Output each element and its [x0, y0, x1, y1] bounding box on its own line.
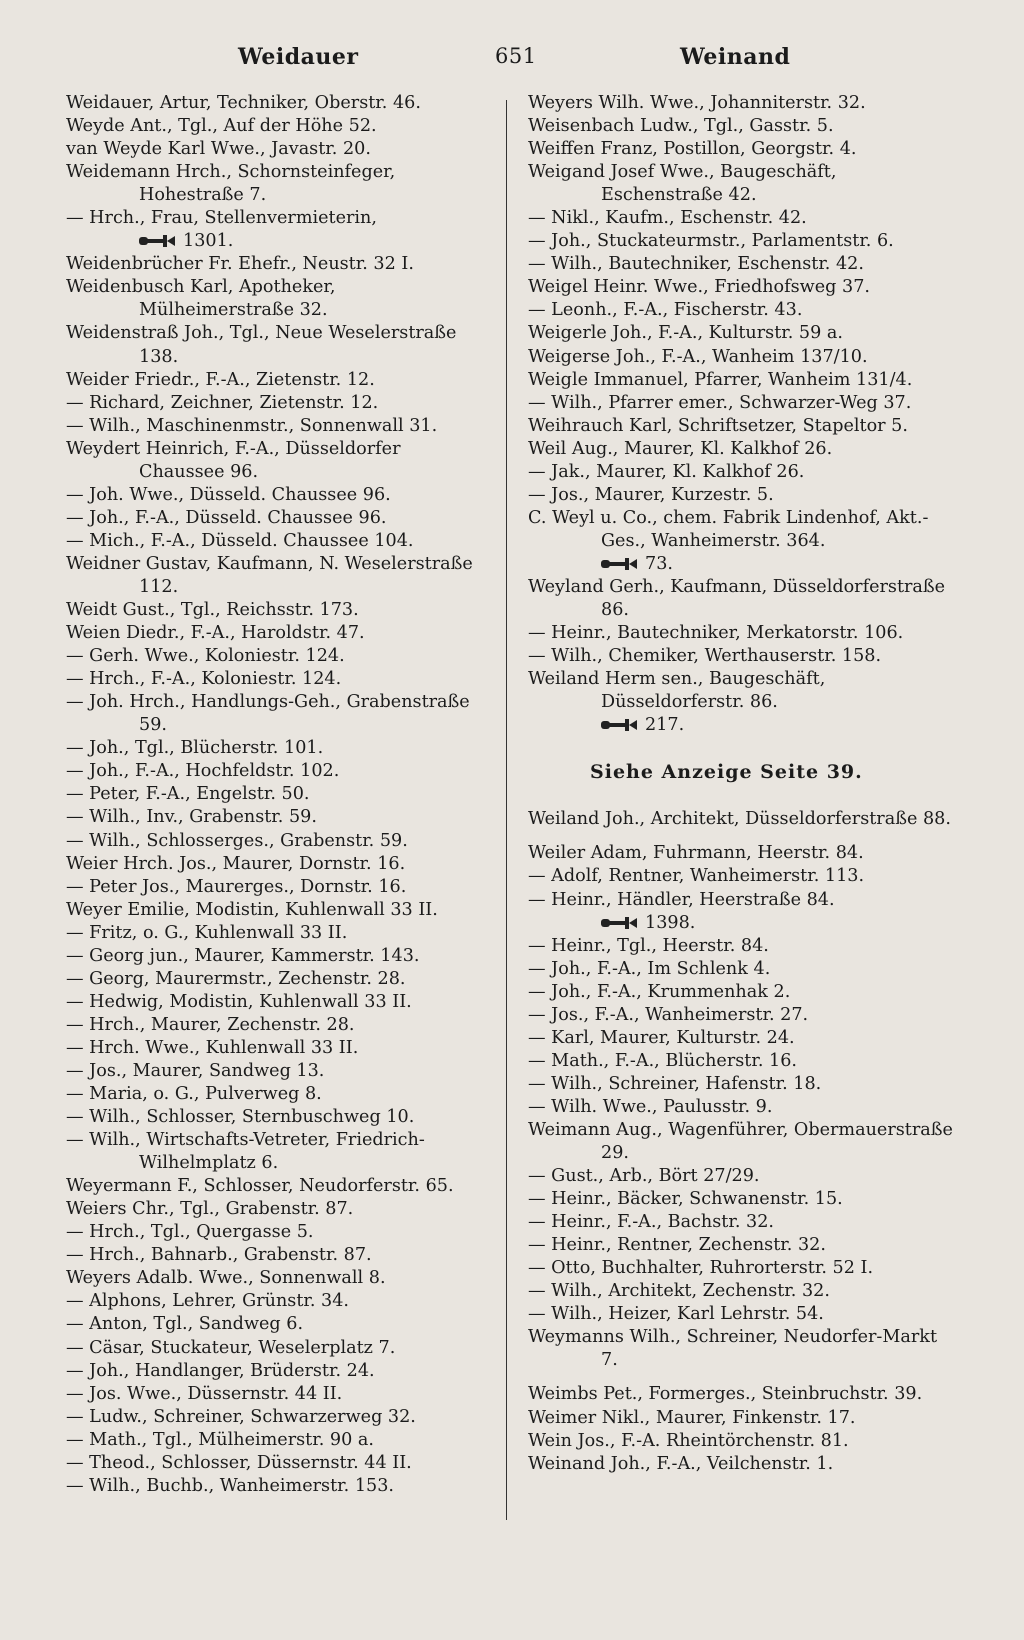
list-item: Weyermann F., Schlosser, Neudorferstr. 65. — [66, 1176, 454, 1197]
list-item: — Heinr., Rentner, Zechenstr. 32. — [528, 1235, 826, 1256]
list-item: Weigerle Joh., F.-A., Kulturstr. 59 a. — [528, 323, 843, 344]
list-item: — Wilh., Bautechniker, Eschenstr. 42. — [528, 254, 864, 275]
spacer — [528, 1372, 958, 1383]
list-item: Weyde Ant., Tgl., Auf der Höhe 52. — [66, 116, 377, 137]
list-item: — Maria, o. G., Pulverweg 8. — [66, 1084, 322, 1105]
list-item: — Wilh., Schreiner, Hafenstr. 18. — [528, 1073, 822, 1094]
list-item: — Heinr., Bäcker, Schwanenstr. 15. — [528, 1189, 843, 1210]
column-divider — [506, 100, 507, 1520]
list-item: — Heinr., F.-A., Bachstr. 32. — [528, 1212, 774, 1233]
list-item: Weihrauch Karl, Schriftsetzer, Stapeltor 5. — [528, 415, 908, 436]
list-item: — Adolf, Rentner, Wanheimerstr. 113. — [528, 866, 865, 887]
page-number: 651 — [495, 44, 537, 68]
telephone-icon — [601, 718, 637, 732]
list-item: — Joh., Handlanger, Brüderstr. 24. — [66, 1360, 375, 1381]
list-item: — Jos., F.-A., Wanheimerstr. 27. — [528, 1004, 809, 1025]
list-item: — Wilh., Inv., Grabenstr. 59. — [66, 807, 317, 828]
list-item: — Hrch., Tgl., Quergasse 5. — [66, 1222, 314, 1243]
list-item: — Jos., Maurer, Sandweg 13. — [66, 1060, 325, 1081]
list-item: — Math., Tgl., Mülheimerstr. 90 a. — [66, 1429, 374, 1450]
list-item: Weymanns Wilh., Schreiner, Neudorfer-Markt 7. — [528, 1327, 938, 1371]
list-item: — Wilh., Maschinenmstr., Sonnenwall 31. — [66, 415, 438, 436]
list-item: — Wilh. Wwe., Paulusstr. 9. — [528, 1096, 773, 1117]
list-item: — Mich., F.-A., Düsseld. Chaussee 104. — [66, 530, 414, 551]
list-item: — Peter Jos., Maurerges., Dornstr. 16. — [66, 876, 407, 897]
list-item: Weyer Emilie, Modistin, Kuhlenwall 33 II. — [66, 899, 438, 920]
list-item: Weider Friedr., F.-A., Zietenstr. 12. — [66, 369, 375, 390]
list-item: Weiland Joh., Architekt, Düsseldorferstraße 88. — [528, 809, 951, 830]
list-item: Weyers Adalb. Wwe., Sonnenwall 8. — [66, 1268, 386, 1289]
phone-number: 217. — [645, 715, 685, 736]
list-item: — Gust., Arb., Bört 27/29. — [528, 1166, 760, 1187]
list-item: Weidenstraß Joh., Tgl., Neue Weselerstraße 138. — [66, 323, 457, 367]
list-item: Weigle Immanuel, Pfarrer, Wanheim 131/4. — [528, 369, 913, 390]
list-item: — Joh., F.-A., Im Schlenk 4. — [528, 958, 771, 979]
phone-number: 1398. — [645, 912, 696, 933]
list-item: Weien Diedr., F.-A., Haroldstr. 47. — [66, 623, 365, 644]
list-item: Weiler Adam, Fuhrmann, Heerstr. 84. — [528, 843, 864, 864]
list-item: Weidenbusch Karl, Apotheker, Mülheimerstraße 32. — [66, 277, 336, 321]
list-item: Weinand Joh., F.-A., Veilchenstr. 1. — [528, 1453, 834, 1474]
list-item: — Georg, Maurermstr., Zechenstr. 28. — [66, 968, 406, 989]
list-item: C. Weyl u. Co., chem. Fabrik Lindenhof, Akt.-Ges., Wanheimerstr. 364. — [528, 507, 929, 551]
phone-number: 1301. — [183, 231, 234, 252]
list-item: Weiland Herm sen., Baugeschäft, Düsseldorferstr. 86. — [528, 669, 826, 713]
list-item: — Joh., F.-A., Hochfeldstr. 102. — [66, 761, 340, 782]
list-item: Wein Jos., F.-A. Rheintörchenstr. 81. — [528, 1430, 849, 1451]
list-item: Weydert Heinrich, F.-A., Düsseldorfer Chaussee 96. — [66, 438, 401, 482]
list-item: — Ludw., Schreiner, Schwarzerweg 32. — [66, 1406, 416, 1427]
list-item: — Gerh. Wwe., Koloniestr. 124. — [66, 646, 345, 667]
list-item: Weyers Wilh. Wwe., Johanniterstr. 32. — [528, 93, 866, 113]
list-item: — Wilh., Architekt, Zechenstr. 32. — [528, 1281, 830, 1302]
phone-line — [66, 230, 486, 253]
list-item: — Fritz, o. G., Kuhlenwall 33 II. — [66, 922, 348, 943]
list-item: — Joh., Tgl., Blücherstr. 101. — [66, 738, 324, 759]
list-item: — Jak., Maurer, Kl. Kalkhof 26. — [528, 461, 805, 482]
list-item: Weimer Nikl., Maurer, Finkenstr. 17. — [528, 1407, 856, 1428]
list-item: — Hrch. Wwe., Kuhlenwall 33 II. — [66, 1037, 359, 1058]
list-item: Weidner Gustav, Kaufmann, N. Weselerstraße 112. — [66, 553, 473, 597]
list-item: — Joh. Hrch., Handlungs-Geh., Grabenstraße 59. — [66, 692, 470, 736]
list-item: — Heinr., Tgl., Heerstr. 84. — [528, 935, 769, 956]
list-item: — Theod., Schlosser, Düssernstr. 44 II. — [66, 1452, 412, 1473]
list-item: Weigel Heinr. Wwe., Friedhofsweg 37. — [528, 277, 870, 298]
phone-line — [528, 714, 958, 737]
list-item: Weimbs Pet., Formerges., Steinbruchstr. 39. — [528, 1384, 923, 1405]
list-item: Weiffen Franz, Postillon, Georgstr. 4. — [528, 139, 857, 160]
list-item: — Joh., F.-A., Krummenhak 2. — [528, 981, 791, 1002]
list-item: — Wilh., Schlosser, Sternbuschweg 10. — [66, 1107, 415, 1128]
list-item: Weier Hrch. Jos., Maurer, Dornstr. 16. — [66, 853, 406, 874]
list-item: — Jos., Maurer, Kurzestr. 5. — [528, 484, 774, 505]
phone-line — [528, 912, 958, 935]
list-item: — Wilh., Schlosserges., Grabenstr. 59. — [66, 830, 408, 851]
list-item: — Joh. Wwe., Düsseld. Chaussee 96. — [66, 484, 391, 505]
list-item: Weidemann Hrch., Schornsteinfeger, Hohestraße 7. — [66, 162, 396, 206]
list-item: — Joh., Stuckateurmstr., Parlamentstr. 6. — [528, 231, 894, 252]
list-item: — Wilh., Wirtschafts-Vetreter, Friedrich-Wilhelmplatz 6. — [66, 1130, 425, 1174]
spacer — [528, 737, 958, 761]
list-item: — Hrch., Bahnarb., Grabenstr. 87. — [66, 1245, 372, 1266]
header-left-keyword: Weidauer — [238, 44, 359, 70]
list-item: — Wilh., Buchb., Wanheimerstr. 153. — [66, 1475, 394, 1496]
list-item: Weidauer, Artur, Techniker, Oberstr. 46. — [66, 93, 421, 113]
list-item: — Richard, Zeichner, Zietenstr. 12. — [66, 392, 379, 413]
list-item: Weiers Chr., Tgl., Grabenstr. 87. — [66, 1199, 354, 1220]
list-item: — Heinr., Händler, Heerstraße 84. — [528, 889, 835, 910]
list-item: — Cäsar, Stuckateur, Weselerplatz 7. — [66, 1337, 396, 1358]
list-item: — Heinr., Bautechniker, Merkatorstr. 106. — [528, 623, 904, 644]
list-item: Weyland Gerh., Kaufmann, Düsseldorferstraße 86. — [528, 576, 946, 621]
list-item: van Weyde Karl Wwe., Javastr. 20. — [66, 139, 371, 160]
list-item: — Peter, F.-A., Engelstr. 50. — [66, 784, 310, 805]
telephone-icon — [601, 916, 637, 930]
list-item: — Nikl., Kaufm., Eschenstr. 42. — [528, 208, 807, 229]
phone-line — [528, 553, 958, 576]
left-column — [66, 92, 486, 1498]
telephone-icon — [601, 557, 637, 571]
list-item: Weigerse Joh., F.-A., Wanheim 137/10. — [528, 346, 868, 367]
list-item: — Hrch., Maurer, Zechenstr. 28. — [66, 1014, 355, 1035]
list-item: Weisenbach Ludw., Tgl., Gasstr. 5. — [528, 116, 834, 137]
list-item: Weidenbrücher Fr. Ehefr., Neustr. 32 I. — [66, 254, 414, 275]
phone-number: 73. — [645, 553, 673, 574]
list-item: — Hrch., Frau, Stellenvermieterin, — [66, 208, 377, 229]
list-item: — Leonh., F.-A., Fischerstr. 43. — [528, 300, 803, 321]
spacer — [528, 784, 958, 808]
right-column — [528, 92, 958, 1476]
list-item: — Hedwig, Modistin, Kuhlenwall 33 II. — [66, 991, 412, 1012]
list-item: — Otto, Buchhalter, Ruhrorterstr. 52 I. — [528, 1258, 874, 1279]
list-item: Weigand Josef Wwe., Baugeschäft, Eschenstraße 42. — [528, 162, 837, 206]
list-item: — Math., F.-A., Blücherstr. 16. — [528, 1050, 797, 1071]
list-item: — Georg jun., Maurer, Kammerstr. 143. — [66, 945, 420, 966]
advertisement-notice: Siehe Anzeige Seite 39. — [590, 761, 863, 784]
list-item: Weil Aug., Maurer, Kl. Kalkhof 26. — [528, 438, 833, 459]
header-right-keyword: Weinand — [680, 44, 791, 70]
list-item: — Karl, Maurer, Kulturstr. 24. — [528, 1027, 795, 1048]
list-item: — Wilh., Heizer, Karl Lehrstr. 54. — [528, 1304, 824, 1325]
list-item: — Jos. Wwe., Düssernstr. 44 II. — [66, 1383, 343, 1404]
list-item: Weidt Gust., Tgl., Reichsstr. 173. — [66, 600, 359, 621]
list-item: Weimann Aug., Wagenführer, Obermauerstraße 29. — [528, 1119, 953, 1164]
telephone-icon — [139, 234, 175, 248]
spacer — [528, 831, 958, 842]
list-item: — Anton, Tgl., Sandweg 6. — [66, 1314, 304, 1335]
list-item: — Alphons, Lehrer, Grünstr. 34. — [66, 1291, 350, 1312]
list-item: — Wilh., Chemiker, Werthauserstr. 158. — [528, 646, 882, 667]
list-item: — Wilh., Pfarrer emer., Schwarzer-Weg 37. — [528, 392, 912, 413]
list-item: — Joh., F.-A., Düsseld. Chaussee 96. — [66, 507, 387, 528]
list-item: — Hrch., F.-A., Koloniestr. 124. — [66, 669, 342, 690]
